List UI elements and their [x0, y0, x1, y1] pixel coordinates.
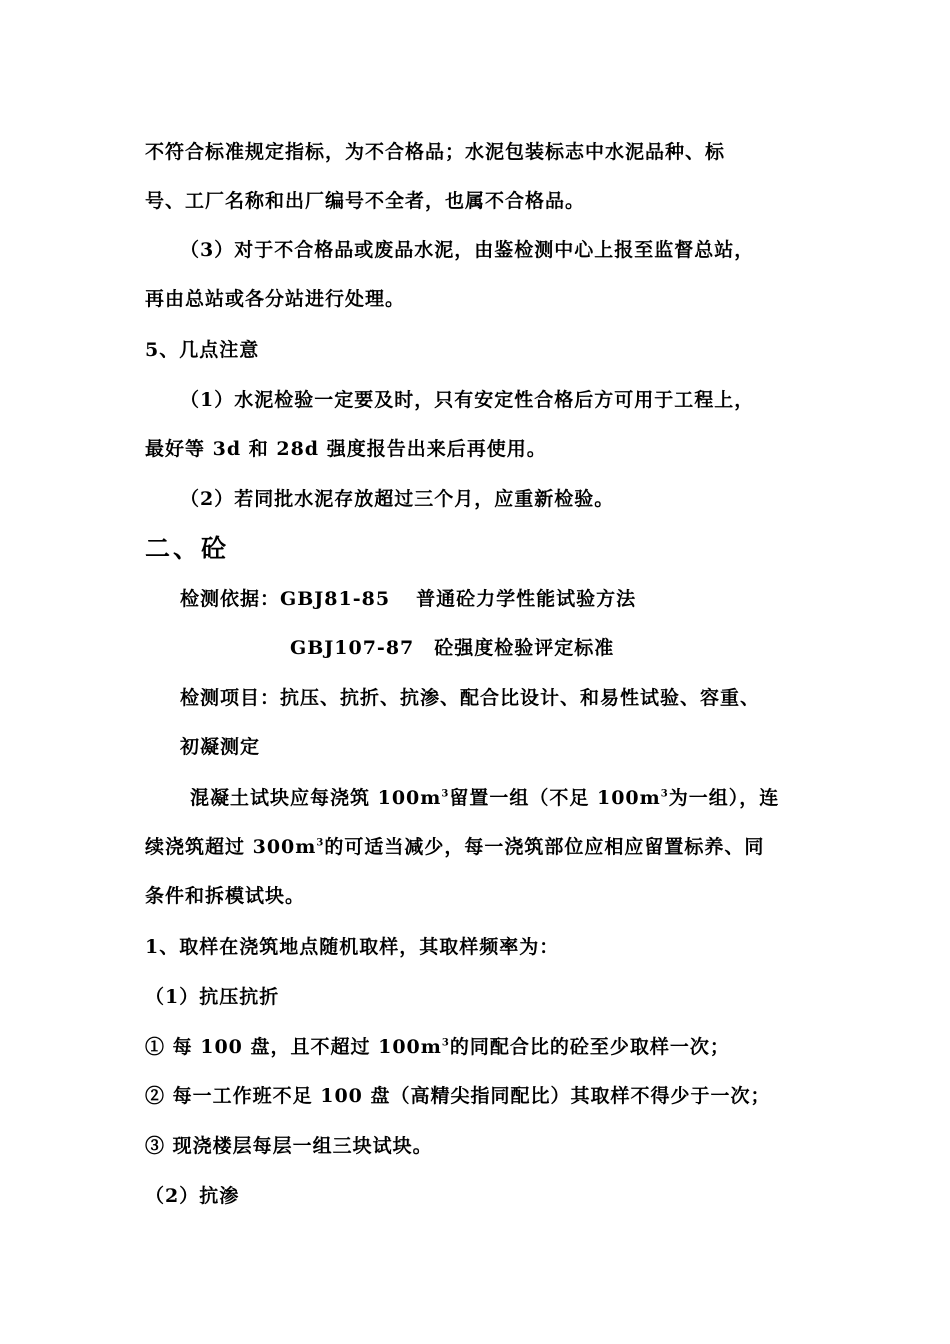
section-subtitle: 5、几点注意	[145, 339, 260, 361]
paragraph-line: （2）若同批水泥存放超过三个月，应重新检验。	[180, 488, 615, 510]
standard-name: 普通砼力学性能试验方法	[416, 588, 637, 610]
paragraph-line: 不符合标准规定指标，为不合格品；水泥包装标志中水泥品种、标	[145, 141, 726, 163]
paragraph-line	[190, 786, 779, 810]
standard-code: GBJ107-87	[290, 637, 415, 659]
basis-line-1	[180, 587, 636, 611]
text-segment: 混凝土试块应每浇筑 100m	[190, 787, 442, 809]
paragraph-line: （3）对于不合格品或废品水泥，由鉴检测中心上报至监督总站，	[180, 239, 755, 261]
basis-line-2	[290, 636, 614, 660]
standard-code: GBJ81-85	[280, 588, 391, 610]
paragraph-line	[145, 835, 764, 859]
standard-name: 砼强度检验评定标准	[434, 637, 615, 659]
basis-label: 检测依据：	[180, 588, 281, 610]
text-segment: 续浇筑超过 300m	[145, 836, 317, 858]
section-heading: 二、砼	[145, 534, 230, 563]
superscript: 3	[316, 837, 325, 849]
paragraph-line: 再由总站或各分站进行处理。	[145, 288, 406, 310]
paragraph-line: 号、工厂名称和出厂编号不全者，也属不合格品。	[145, 190, 586, 212]
paragraph-line: 条件和拆模试块。	[145, 885, 306, 907]
text-segment: 的同配合比的砼至少取样一次；	[449, 1036, 730, 1058]
paragraph-line: （1）水泥检验一定要及时，只有安定性合格后方可用于工程上，	[180, 389, 755, 411]
paragraph-line: 最好等 3d 和 28d 强度报告出来后再使用。	[145, 438, 547, 460]
superscript: 3	[660, 788, 669, 800]
list-item	[145, 1035, 730, 1059]
list-heading: （1）抗压抗折	[145, 986, 280, 1008]
list-item: ③ 现浇楼层每层一组三块试块。	[145, 1135, 433, 1157]
superscript: 3	[441, 788, 450, 800]
list-item: ② 每一工作班不足 100 盘（高精尖指同配比）其取样不得少于一次；	[145, 1085, 771, 1107]
text-segment: 为一组），连	[668, 787, 780, 809]
section-subtitle: 1、取样在浇筑地点随机取样，其取样频率为：	[145, 936, 560, 958]
text-segment: 留置一组（不足 100m	[449, 787, 661, 809]
test-items-line: 初凝测定	[180, 736, 261, 758]
superscript: 3	[441, 1037, 450, 1049]
text-segment: ① 每 100 盘，且不超过 100m	[145, 1036, 442, 1058]
list-heading: （2）抗渗	[145, 1185, 240, 1207]
text-segment: 的可适当减少，每一浇筑部位应相应留置标养、同	[324, 836, 765, 858]
test-items-line: 检测项目：抗压、抗折、抗渗、配合比设计、和易性试验、容重、	[180, 687, 761, 709]
